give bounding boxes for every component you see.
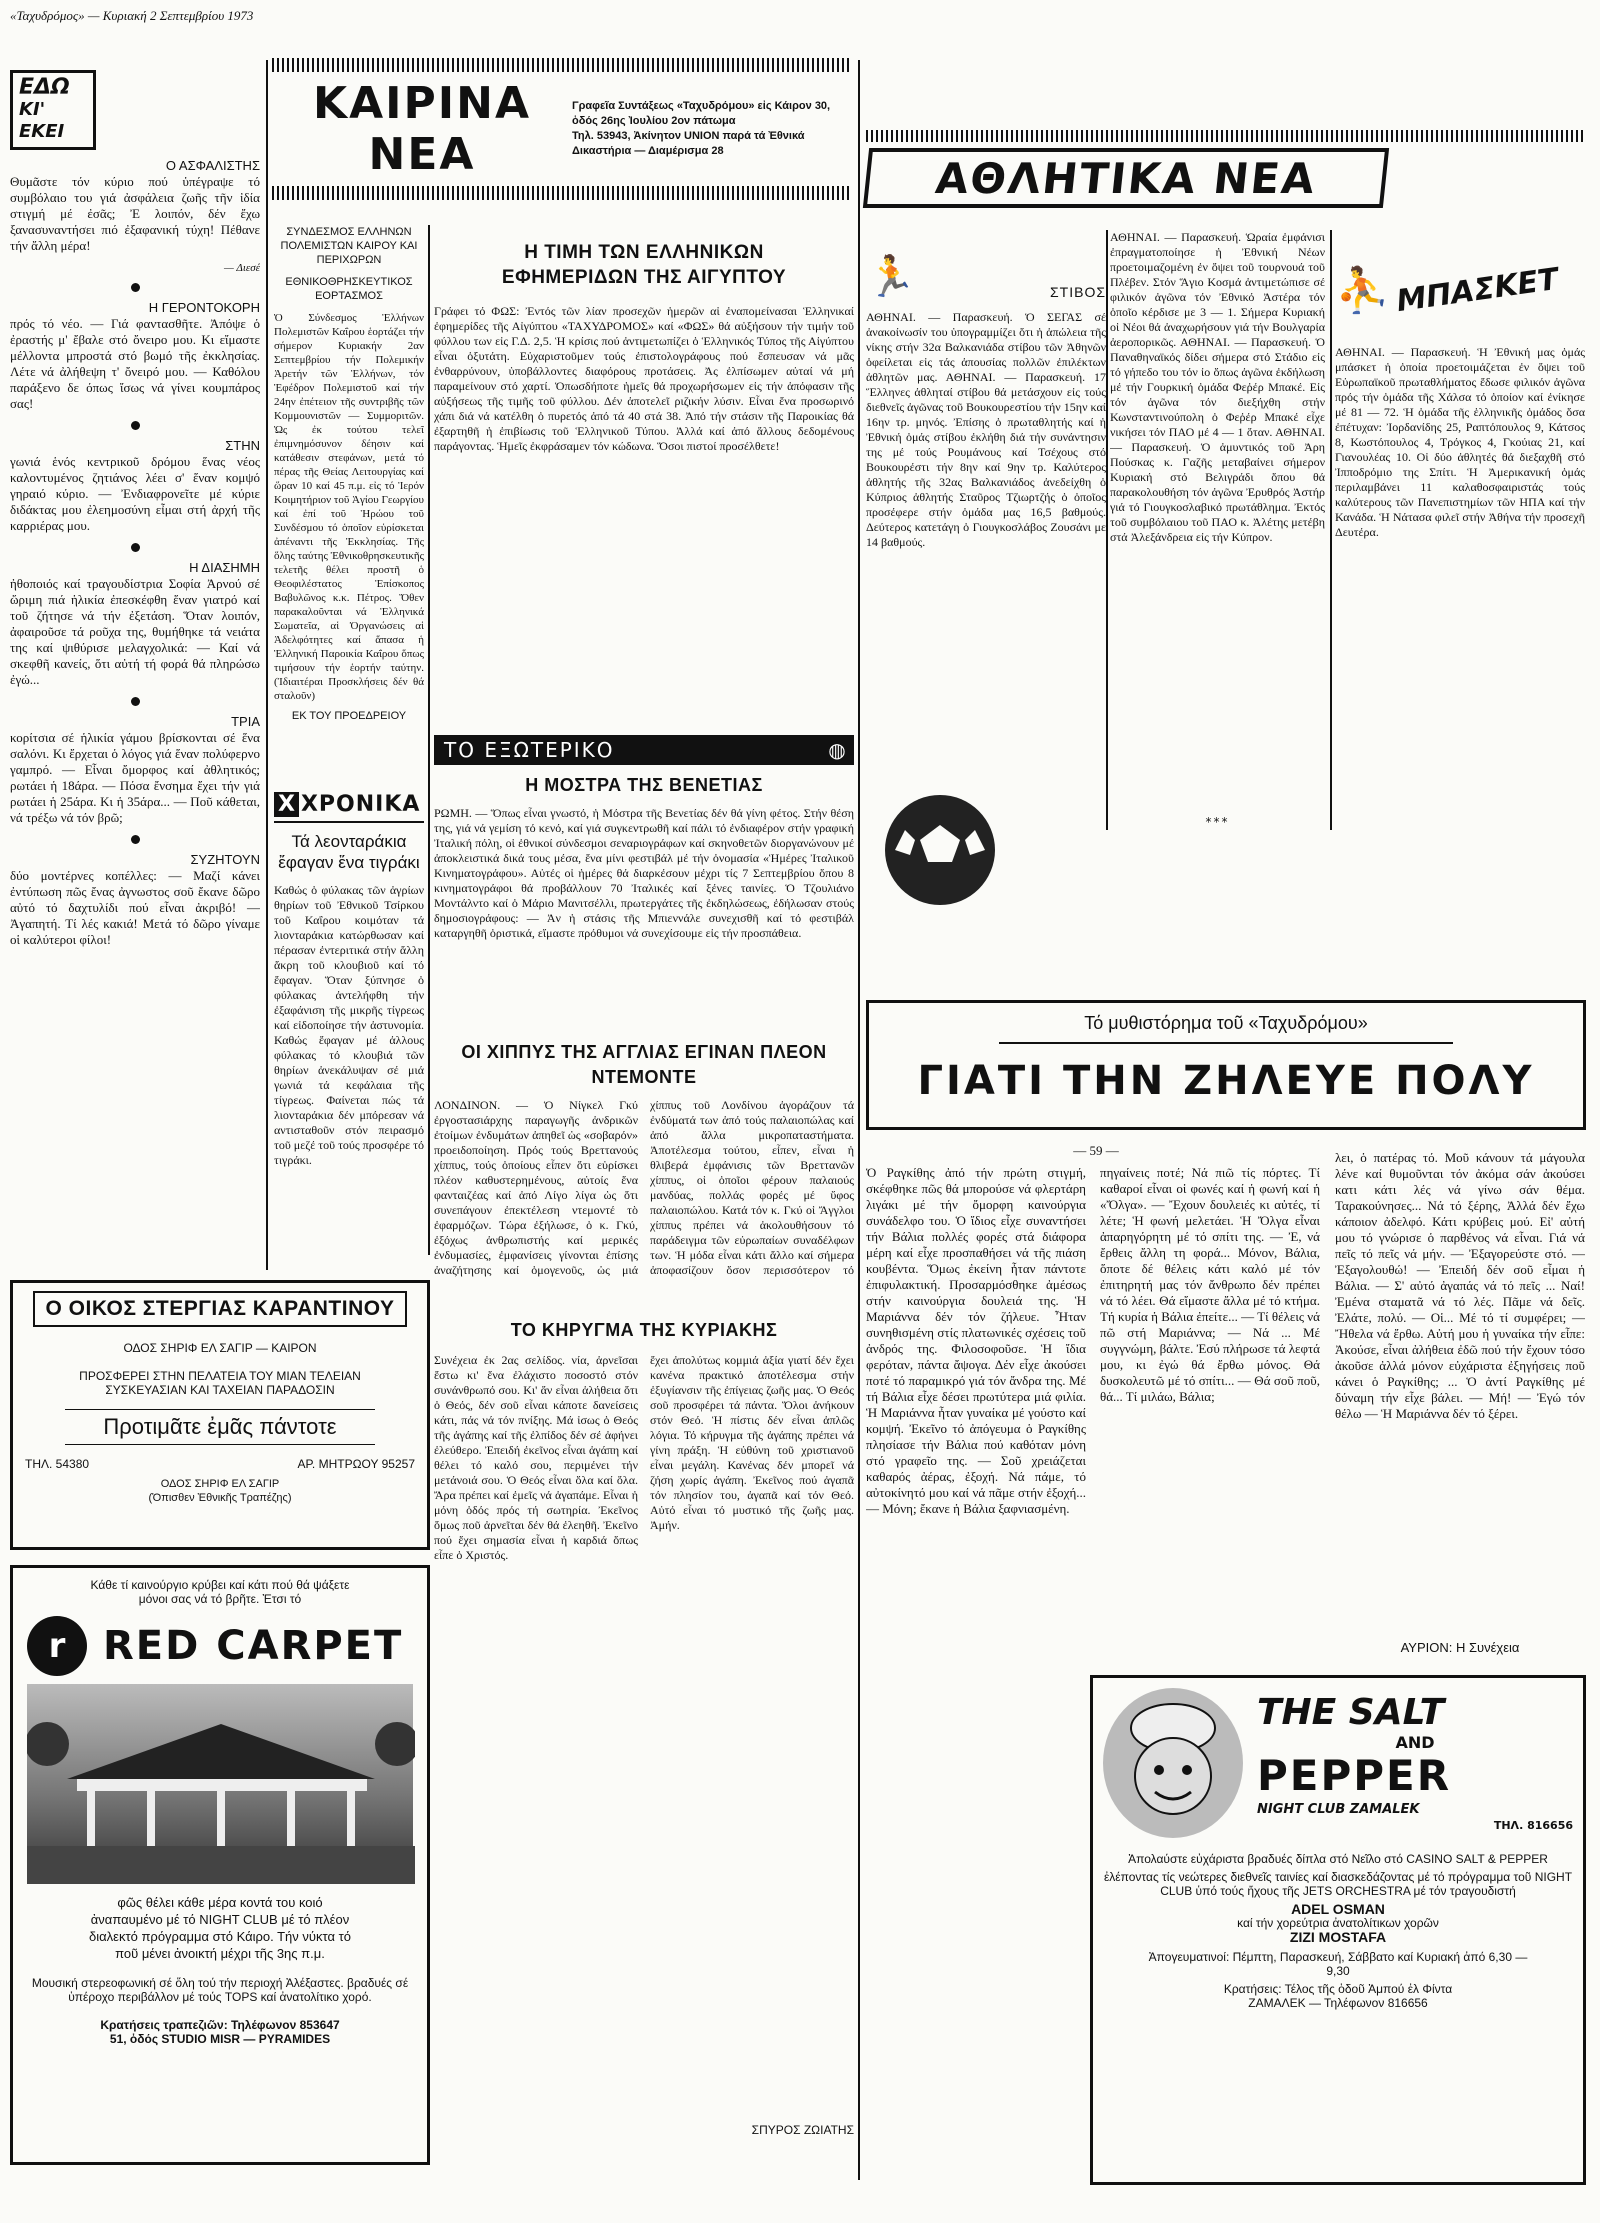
- novel-text-col1: Ὁ Ραγκίθης ἀπό τήν πρώτη στιγμή, σκέφθηκε πῶς θά μπορούσε νά φλερτάρη λιγάκι μέ τήν ὄμορφη καινούργια συνάδελφο του. Ὁ ἴδιος εἶχε συναντήσει τήν Βάλια πολλές φορές στά διάφορα μέρη καί εἶχε προσπαθήσει νά τῆς πιάση κουβέντα. Ὅμως ἐκείνη ἦταν πάντοτε ἐπιφυλακτική. Προσαρμόσθηκε ἀμέσως στήν καινούργια δουλειά της. Ἡ Μαριάννα δέν τόν ζήλευε. Ἦταν συνηθισμένη στίς πλατωνικές σχέσεις τοῦ ἀνδρός της. Φιλοσοφοῦσε. Ἡ ἴδια φερόταν, πάντα ἄψογα. Δέν εἶχε ἀκούσει ποτέ τό παραμικρό γιά τόν ἄνδρα της. Μέ τή Βάλια εἶχε δέσει πρωτύτερα μιά φιλία. Ἡ Μαριάννα ἦταν γυναίκα μέ γούστο καί κομψή. Ἐκεῖνο τό ἀπόγευμα ὁ Ραγκίθης πλησίασε τήν Βάλια πού καθόταν μόνη στό γραφεῖο της. — Σοῦ χρειάζεται καθαρός ἀέρας, ἐξοχή. Νά πάμε, τό αὐτοκίνητό μου καί νά πᾶμε στήν ἐξοχή... — Μόνη; ἔκανε ἡ Βάλια ξαφνιασμένη.: [866, 1165, 1086, 1516]
- decorative-banner: [272, 58, 850, 72]
- ad-red-carpet-top: Κάθε τί καινούργιο κρύβει καί κάτι πού θά ψάξετε μόνοι σας νά τό βρῆτε. Ἐτσι τό: [90, 1578, 350, 1606]
- edo-kei-ekei-title: ΕΔΩ ΚΙ' ΕΚΕΙ: [10, 70, 96, 150]
- xronika-title: ΧΡΟΝΙΚΑ: [300, 792, 421, 817]
- edo-kei-ekei-items: [10, 158, 260, 1268]
- syndesmos-head: ΣΥΝΔΕΣΜΟΣ ΕΛΛΗΝΩΝ ΠΟΛΕΜΙΣΤΩΝ ΚΑΙΡΟΥ ΚΑΙ ΠΕΡΙΧΩΡΩΝ: [280, 226, 418, 266]
- office-line-2: Τηλ. 53943, Ἀκίνητον UNION παρά τά Ἐθνικά Δικαστήρια — Διαμέρισμα 28: [572, 130, 805, 157]
- item-head: Η ΓΕΡΟΝΤΟΚΟΡΗ: [148, 300, 260, 315]
- syndesmos-sign: ΕΚ ΤΟΥ ΠΡΟΕΔΡΕΙΟΥ: [291, 710, 407, 722]
- ad-red-carpet-name: RED CARPET: [103, 1623, 404, 1669]
- basketball-player-icon: ⛹: [1335, 265, 1390, 316]
- bullet-dot: [131, 835, 140, 844]
- kirigma-headline: ΤΟ ΚΗΡΥΓΜΑ ΤΗΣ ΚΥΡΙΑΚΗΣ: [510, 1320, 778, 1340]
- item-text: γωνιά ἑνός κεντρικοῦ δρόμου ἕνας νέος καλοντυμένος ζητιάνος λέει σ' ἕναν κομψό γηραιό κύριο. — Ἐνδιαφρονεῖτε μέ κύριε διδάκτας μου ἐλεημοσύνη εἶμαι στή ἀρχή τῆς καρριέρας μου.: [10, 454, 260, 533]
- exoteriko-headline: Η ΜΟΣΤΡΑ ΤΗΣ ΒΕΝΕΤΙΑΣ: [525, 775, 763, 795]
- novel-title: ΓΙΑΤΙ ΤΗΝ ΖΗΛΕΥΕ ΠΟΛΥ: [917, 1058, 1535, 1104]
- novel-text-col2: πηγαίνεις ποτέ; Νά πιῶ τίς πόρτες. Τί καθαροί εἶναι οἱ φωνές καί ἡ φωνή καί ἡ «Ὄλγα». — Ἔχουν δουλειές κι αὐτές, τί λέτε; Ἡ φωνή μελετάει. Ἡ Ὄλγα εἶναι ἀπαρηγόρητη μέ τό σπίτι της. — Ἐ, νά ἔρθεις ἄλλη τη φορά... Μόνον, Βάλια, ὅποτε δέ θέλεις κάτι καλό μέ τόν ἐπιτηρητή μας τόν ἄνθρωπο δέν πρέπει νά τό λέει. Θά εἴμαστε ἄλλα μέ τό κτήμα. Τή κυρία ἡ Βάλια ἐπείτε... — Τί θέλεις νά πῶ στή Μαριάννα; — Νά ... Μέ συγγνώμη, βάλτε. Ἐσύ πλήρωσε τά λεφτά μου, κι ἐγώ θά ἔρθω μόνος. Θά δυσκολευτῶ μέ τό σπίτι... — Θά σοῦ ποῦ, θά... Τί μιλάω, Βάλια;: [1100, 1165, 1320, 1404]
- bullet-dot: [131, 697, 140, 706]
- hippies-headline: ΟΙ ΧΙΠΠΥΣ ΤΗΣ ΑΓΓΛΙΑΣ ΕΓΙΝΑΝ ΠΛΕΟΝ ΝΤΕΜΟΝΤΕ: [461, 1042, 827, 1087]
- football-illustration: [880, 790, 1000, 910]
- item-text: πρός τό νέο. — Γιά φαντασθῆτε. Ἀπόψε ὁ ἐραστής μ' ἔβαλε στό ὄνειρο μου. Κι εἴμαστε μέλλοντα μπροστά στό βωμό τῆς ἐκκλησίας. Λέτε νά ἀλήθεψη τ' ὄνειρό μου. — Καθόλου παράξενο δε όπως ἴσως νά γίνει κουμπάρος σας!: [10, 316, 260, 411]
- hippies-text-col1: ΛΟΝΔΙΝΟΝ. — Ὁ Νίγκελ Γκύ ἐργοστασιάρχης παραγωγῆς ἀνδρικῶν ἐτοίμων ἐνδυμάτων ἀπηθεῖ ὡς «σοβαρόν» προειδοποίηση. Πρός τούς Βρεττανούς χίππυς, τούς ὁποίους εἶπεν ὅτι εὑρίσκει πλέον καθυστερημένους, αὐτοίς ἔνα φανταιζέας καί ἀπό Λίγο λίγα ὡς ὅτι συνεπάγουν ἐπεκτέλεση ντεμοντέ τὸ ἐφαρμόζων. Τώρα ἐξήλωσε, ὁ κ. Γκύ, ἐξόχως ἀνθρωπιστής καί μερικές ἐνδυμασίες, ἐμφανίσεις γίνονται ἐπίσης ἀναζήτησης καί ὁμογενοῦς, ὡς μιά: [434, 1098, 638, 1277]
- issue-line: «Ταχυδρόμος» — Κυριακή 2 Σεπτεμβρίου 1973: [10, 8, 254, 23]
- item-head: Η ΔΙΑΣΗΜΗ: [189, 560, 260, 575]
- ad-karantinos-address: ΟΔΟΣ ΣΗΡΙΦ ΕΛ ΣΑΓΙΡ — ΚΑΙΡΟΝ: [123, 1341, 317, 1355]
- salt-pepper-reservations: Κρατήσεις: Τέλος τῆς ὁδοῦ Ἀμπού ἐλ Φίντα: [1223, 1982, 1453, 1996]
- xronika-headline: Τά λεονταράκια ἔφαγαν ἕνα τιγράκι: [278, 832, 420, 872]
- ad-karantinos-offer: ΠΡΟΣΦΕΡΕΙ ΣΤΗΝ ΠΕΛΑΤΕΙΑ ΤΟΥ ΜΙΑΝ ΤΕΛΕΙΑΝ ΣΥΣΚΕΥΑΣΙΑΝ ΚΑΙ ΤΑΧΕΙΑΝ ΠΑΡΑΔΟΣΙΝ: [79, 1369, 361, 1397]
- decorative-banner: [866, 130, 1586, 142]
- kirigma-text-col2: ἔχει ἀπολύτως κομμιά ἀξία γιατί δέν ἔχει κανένα πρακτικό ἀποτέλεσμα στήν ἐξυγίανσιν τῆς ἐπίγειας ζωῆς μας. Ὁ Θεός σοῦ προσφέρει τά πάντα. Ὅλοι ἀνήκουν στόν Θεό. Ἡ πίστις δέν εἶναι ἀπλῶς λόγια. Τό κήρυγμα τῆς ἀγάπης πρέπει νά γίνη πράξη. Ἡ εὐθύνη τοῦ χριστιανοῦ εἶναι μεγάλη. Κανένας δέν μπορεῖ νά ζήση χωρίς ἀγάπη. Ἐκεῖνος πού ἀγαπᾶ τόν πλησίον του, ἀγαπᾶ καί τόν Θεό. Αὐτό εἶναι τό μυστικό τῆς ζωῆς μας. Ἀμήν.: [650, 1353, 854, 1532]
- kairina-nea-header: [272, 58, 850, 223]
- item-head: Ο ΑΣΦΑΛΙΣΤΗΣ: [165, 158, 260, 173]
- egypt-press-article: [434, 240, 854, 730]
- ad-red-carpet-middle: φῶς θέλει κάθε μέρα κοντά του κοιό ἀναπαυμένο μέ τό NIGHT CLUB μέ τό πλέον διαλεκτό πρόγραμμα στό Κάιρο. Τήν νύκτα τό ποῦ μένει ἀνοικτή μέχρι τῆς 3ης π.μ.: [89, 1895, 351, 1961]
- column-rule: [1106, 230, 1108, 830]
- item-text: Θυμᾶστε τόν κύριο πού ὑπέγραψε τό συμβόλαιο του γιά ἀσφάλεια ζωῆς τῆν ἰδία στιγμή μέ ἐσᾶς; Ἐ λοιπόν, δέν ἔχω ξανασυναντήσει πιό ἐξαφανική τύχη! Πέθανε τήν ἄλλη μέρα!: [10, 174, 260, 253]
- salt-pepper-line3: καί τήν χορεύτρια ἀνατολίτικων χορῶν: [1237, 1916, 1439, 1930]
- item-text: ἠθοποιός καί τραγουδίστρια Σοφία Ἀρνού σέ ὥριμη πιά ἡλικία ἐπεσκέφθη ἕναν γιατρό καί τοῦ ζήτησε νά τήν ἐξετάση. Ὅταν λοιπόν, ἀφαιροῦσε τά ροῦχα της, θυμήθηκε τά νειάτα της καί ψιθύρισε μελαγχολικά: — Καί νά σκεφθῆ κανείς, ὅτι αὐτή τή φορά θά πληρώσω ἐγώ...: [10, 576, 260, 687]
- stivos-heading: [866, 230, 1106, 300]
- ad-red-carpet: [10, 1565, 430, 2165]
- novel-continue: ΑΥΡΙΟΝ: Η Συνέχεια: [1400, 1640, 1520, 1655]
- ad-red-carpet-address: 51, ὁδός STUDIO MISR — PYRAMIDES: [109, 2032, 331, 2046]
- novel-header: [866, 1000, 1586, 1130]
- ad-salt-pepper: [1090, 1675, 1586, 2185]
- item-sign: — Διεσέ: [224, 262, 260, 274]
- egypt-press-headline: Η ΤΙΜΗ ΤΩΝ ΕΛΛΗΝΙΚΩΝ ΕΦΗΜΕΡΙΔΩΝ ΤΗΣ ΑΙΓΥΠΤΟΥ: [501, 242, 787, 288]
- xronika-text: Καθώς ὁ φύλακας τῶν ἀγρίων θηρίων τοῦ Ἐθνικοῦ Τσίρκου τοῦ Καΐρου κοιμόταν τά λιονταράκια κατώρθωσαν καί πέρασαν ἐντεριτικά στήν ἄλλη ἄκρη τοῦ κλουβιοῦ καί τό ἔφαγαν. Ὅταν ξύπνησε ὁ φύλακας ἀντελήφθη τήν ἐξαφάνιση τῆς μικρῆς τίγρεως καί εἰδοποίησε τήν ἀστυνομία. Καθώς ἔφαγαν μέ ἀλλους φύλακας τό κλουβιά τῶν θηρίων ἀνεκάλυψαν σέ μιά γωνιά τά κεφάλαια τῆς τίγρεως. Φαίνεται πώς τά λιονταράκια δέν μπόρεσαν νά αντισταθοῦν στόν πειρασμό τοῦ μεζέ τοῦ τούς προσφέρε τό τιγράκι.: [274, 883, 424, 1167]
- bullet-dot: [131, 543, 140, 552]
- novel-intro: Τό μυθιστόρημα τοῦ «Ταχυδρόμου»: [999, 1013, 1453, 1044]
- salt-pepper-hours: Ἀπογευματινοί: Πέμπτη, Παρασκευή, Σάββατο καί Κυριακή ἀπό 6,30 — 9,30: [1148, 1950, 1528, 1978]
- ad-karantinos-note: (Ὀπισθεν Ἐθνικῆς Τραπέζης): [148, 1492, 292, 1504]
- stivos-label: ΣΤΙΒΟΣ: [1050, 284, 1106, 300]
- ad-red-carpet-reservations: Κρατήσεις τραπεζιῶν: Τηλέφωνον 853647: [100, 2018, 340, 2032]
- red-carpet-pavilion-image: [27, 1684, 413, 1884]
- basket-heading: [1335, 250, 1585, 330]
- salt-pepper-singer: ADEL OSMAN: [1291, 1901, 1385, 1917]
- kairina-nea-title: ΚΑΙΡΙΝΑ ΝΕΑ: [312, 78, 531, 180]
- football-icon: [880, 790, 1000, 910]
- xronika-section: [274, 792, 424, 1257]
- salt-pepper-and: AND: [1395, 1733, 1435, 1752]
- ad-karantinos-address2: ΟΔΟΣ ΣΗΡΙΦ ΕΛ ΣΑΓΙΡ: [160, 1478, 280, 1490]
- decorative-banner: [272, 186, 850, 200]
- salt-pepper-line1: Ἀπολαύστε εὐχάριστα βραδυές δίπλα στό Νεῖλο στό CASINO SALT & PEPPER: [1128, 1852, 1548, 1866]
- salt-pepper-line2: ἐλέποντας τίς νεώτερες διεθνεῖς ταινίες καί διασκεδάζοντας μέ τό πρόγραμμα τοῦ NIGHT CLUB ὑπό τούς ἤχους τῆς JETS ORCHESTRA μέ τόν τραγουδιστή: [1103, 1870, 1573, 1898]
- athlitika-header: [866, 130, 1586, 220]
- ad-karantinos: [10, 1280, 430, 1550]
- athlitika-stars: ***: [1205, 815, 1230, 829]
- exoteriko-text: ΡΩΜΗ. — Ὅπως εἶναι γνωστό, ἡ Μόστρα τῆς Βενετίας δέν θά γίνη φέτος. Στήν θέση της, γιά νά γεμίση τό κενό, καί γιά συγκεντρωθῆ καί πάλι τό ἐνδιαφέρον στήν γραφική Ἰταλική πόλη, οἱ ἐθνικοί σύνδεσμοι σεναριογράφων καί σκηνοθετῶν διοργανώνουν μέ ἀποκλειστικά δικά τους μέσα, ἕνα μίνι φεστιβάλ μέ τήν ὀνομασία «Ἡμέρες Ἰταλικοῦ Κινηματογράφου». Αὐτές οἱ ἡμέρες θά διαρκέσουν μέχρι τίς 7 Σεπτεμβρίου ὅπου 8 κινηματογράφοι θά προβάλλουν 70 Ἰταλικές καί ξένες ταινίες. Ὁ Τζουλιάνο Μοντάλντο καί ὁ Μάριο Μανιτσέλλι, πρωτεργάτες τῆς ἐκδηλώσεως, ἐδήλωσαν στούς δημοσιογράφους: — Ἀν ἡ στάσις τῆς Μπιεννάλε συνεχισθῆ καί τό φεστιβάλ καταργηθῆ ὁριστικά, εἴμαστε πρόθυμοι νά συνεχίσουμε εἰς τήν προσπάθεια.: [434, 806, 854, 940]
- hippies-article: [434, 1040, 854, 1280]
- salt-pepper-tel: ΤΗΛ. 816656: [1493, 1819, 1573, 1832]
- xronika-x-icon: Χ: [274, 792, 299, 817]
- ad-karantinos-phone: ΤΗΛ. 54380: [25, 1457, 90, 1471]
- basket-title: ΜΠΑΣΚΕΤ: [1394, 261, 1561, 319]
- exoteriko-banner: [434, 735, 854, 765]
- kirigma-sign: ΣΠΥΡΟΣ ΖΩΙΑΤΗΣ: [751, 2123, 854, 2137]
- salt-pepper-address: ΖΑΜΑΛΕΚ — Τηλέφωνον 816656: [1248, 1996, 1428, 2010]
- item-head: ΤΡΙΑ: [231, 714, 260, 729]
- athlitika-title: ΑΘΛΗΤΙΚΑ ΝΕΑ: [933, 153, 1319, 203]
- column-rule: [1330, 230, 1332, 830]
- basket-text: ΑΘΗΝΑΙ. — Παρασκευή. Ἡ Ἐθνική μας ὁμάς μπάσκετ ἡ ὁποία προετοιμάζεται ἐν ὄψει τοῦ Εὐρωπαϊκοῦ πρωταθλήματος ἔδωσε φιλικόν ἀγῶνα πρός τήν ὁμάδα τῆς Χάλσα τό ὁποίον καί ἐνίκησε μέ 81 — 72. Ἡ ὁμάδα τῆς ἑλληνικῆς ὁμάδος ὅσα ἐπέτυχαν: Ἰορδανίδης 25, Ραπτόπουλος 9, Κάτσος 8, Κωστόπουλος 4, Τρόγκος 4, Γκούιας 21, καί Γιανουλέας 10. Οἱ δύο ἀθλητές θά διεξαχθῆ στό Ἰπποδρόμιο της Σπίτι. Ἡ Ἀμερικανική ὁμάς περιλαμβάνει 11 καλαθοσφαιριστάς τούς καλύτερους τῶν Πανεπιστημίων τῶν ΗΠΑ καί τήν Κανάδα. Ἡ Νάτασα φιλεῖ στήν Ἀθήνα τήν προσεχῆ Δευτέρα.: [1335, 345, 1585, 539]
- ad-karantinos-ar: ΑΡ. ΜΗΤΡΩΟΥ 95257: [297, 1457, 415, 1471]
- exoteriko-article: [434, 775, 854, 1030]
- salt-pepper-sub: NIGHT CLUB ZAMALEK: [1257, 1802, 1420, 1817]
- ad-karantinos-slogan: Προτιμᾶτε ἐμᾶς πάντοτε: [65, 1409, 375, 1445]
- item-head: ΣΥΖΗΤΟΥΝ: [190, 852, 260, 867]
- athlitika-title-box: [863, 148, 1389, 208]
- chef-face-icon: [1103, 1688, 1243, 1838]
- football-text: ΑΘΗΝΑΙ. — Παρασκευή. Ὡραία ἐμφάνισι ἐπραγματοποίησε ἡ Ἐθνική Νέων προετοιμαζομένη ἐν ὄψει τοῦ τουρνουά τοῦ Πλέβεν. Στόν Ἅγιο Κοσμά ἀντιμετώπισε σέ φιλικόν ἀγῶνα τόν Ἐθνικό Ἀστέρα τόν ὁποῖο κέρδισε με 3 — 1. Σήμερα Κυριακή οἱ Νέοι θά ἀναχωρήσουν γιά τήν Βουλγαρία ἀεροπορικῶς. ΑΘΗΝΑΙ. — Παρασκευή. Ὁ Παναθηναϊκός δίδει σήμερα στό Στάδιο εἰς τό γήπεδο του τόν ἰο ὅπως ἀγῶνα ἐκδήλωση μέ τήν Γουρκική ὁμάδα Φεῤέρ Μπακέ. Εἰς τόν ἀγῶνα τόν διεξήχθη στήν Κωνσταντινούπολη ὁ Φεῤέρ Μπακέ εἶχε νικήσει τόν ΠΑΟ μέ 4 — 1 ὅταν. ΑΘΗΝΑΙ. — Παρασκευή. Ὁ ἀμυντικός τοῦ Ἀρη Πούσκας κ. Γαζῆς μεταβαίνει σήμερον Κυριακή στό Βελιγράδι ὅπου θά παρακολουθήση τόν ἀγῶνα Ἐρυθρός Ἀστήρ γιά τό Γιουγκοσλαβικό πρωτάθλημα. Ἐκτός τοῦ συμβόλαιου τοῦ ΠΑΟ κ. Ἀλέτης μετέβη στά Ἀλεξάνδρεια εἰς τήν Κύπρον.: [1110, 230, 1325, 544]
- salt-pepper-name1: THE SALT: [1257, 1692, 1445, 1733]
- exoteriko-banner-title: ΤΟ ΕΞΩΤΕΡΙΚΟ: [434, 735, 820, 765]
- item-head: ΣΤΗΝ: [225, 438, 260, 453]
- egypt-press-text: Γράφει τό ΦΩΣ: Ἐντός τῶν λίαν προσεχῶν ἡμερῶν αἱ ἐναπομείνασαι Ἑλληνικαί ἐφημερίδες τῆς Αἰγύπτου «ΤΑΧΥΔΡΟΜΟΣ» καί «ΦΩΣ» θά αὐξήσουν τήν τιμήν τοῦ φύλλου των εἰς Γ.Δ. 2,5. Ἡ κρίσις πού ἀντιμετωπίζει ὁ Ἑλληνικός Τύπος τῆς Αἰγύπτου εἶναι ὀξυτάτη. Εὐχαριστοῦμεν τούς ἐπιστολογράφους πού ἔσπευσαν νά μᾶς ἐνθαρρύνουν, ὑποβάλλοντες διαφόρους προτάσεις. Ἀς ἐλπίσωμεν αὐταί νά μή παραμείνουν στό χαρτί. Ὁπωσδήποτε ἡμεῖς θά προχωρήσωμεν εἰς τήν ἀπόφασιν τῆς αὐξήσεως τῆς τιμῆς τοῦ φύλλου. Δέν ἀποτελεῖ ριζικήν λύσιν. Εἶναι ἕνα προσωρινό χάπι διά νά κατέλθη ὁ πυρετός ἀπό τά 40 στά 38. Ἀπό τήν στάσιν τῆς Παροικίας θά ἐξαρτηθῆ ἡ ἐπιβίωσις τοῦ Ἑλληνικοῦ Τύπου. Ἀλλά καί ἀπό ἄλλους δεδομένους παράγοντας. Ἡμεῖς ἐκφράσαμεν τόν κώδωνα. Ὅσοι πιστοί προσέλθετε!: [434, 304, 854, 453]
- salt-pepper-dancer: ZIZI MOSTAFA: [1289, 1929, 1387, 1945]
- syndesmos-article: [274, 225, 424, 780]
- bullet-dot: [131, 283, 140, 292]
- syndesmos-sub: ΕΘΝΙΚΟΘΡΗΣΚΕΥΤΙΚΟΣ ΕΟΡΤΑΣΜΟΣ: [285, 276, 413, 302]
- red-carpet-logo-icon: r: [27, 1616, 87, 1676]
- column-rule: [266, 60, 268, 1270]
- kirigma-text-col1: Συνέχεια ἐκ 2ας σελίδος. νία, ἀρνεῖσαι ἔστω κι' ἕνα ἐλάχιστο ποσοστό στόν συνάνθρωπό σου. Κι' ἄν εἶναι ἀλήθεια ὅτι ὁ Θεός, δέν σοῦ εἶναι κάποτε δανείσεις κάτι, πάς νά τόν πνίξης. Μά ἰσως ὁ Θεός τῆς ἀγάπης καί τῆς ἐλπίδος δέν σέ ἀφήνει ἐλεύθερο. Ἐπειδή ἐκεῖνος εἶναι ἀγάπη καί θέλει τό καλό σου, περιμένει τήν μετάνοιά σου. Ὁ Θεός εἶναι ὅλα καί ὅλα. Ἄρα πρέπει καί ἐμεῖς νά ἀγαπάμε. Εἶναι ἡ μόνη ὁδός πρός τή σωτηρία. Ἐκεῖνος ὅμως ποῦ ἀρνεῖται δέν θά ἐλεηθῆ. Ἐκεῖνο πού ἔχει σημασία εἶναι ἡ καρδιά ὅπως εἶπε ὁ Χριστός.: [434, 1353, 638, 1562]
- kirigma-article: [434, 1320, 854, 2175]
- column-rule: [858, 60, 860, 2180]
- novel-text-col3: λει, ὁ πατέρας τό. Μοῦ κάνουν τά μάγουλα λένε καί θυμοῦνται τόν ἀκόμα σάν ἀκούσει κατι κάτι λές νά γίνω σάν θέμα. Ταρακούνησες... Νά τό ξέρης, Ἀλλά δέν ἔχω κάποιον ἀδελφό. Κάτι κρύβεις μού. Εἰ' αὐτή μου τό γνώρισε ὁ παρθένος νά εἶναι. Γιά νά πεῖς τό πεῖς νά μήν. — Ἐξαγορεύστε στό. — Ἐξαγολουθώ! — Ἐπειδή δέν σοῦ εἶμαι ἡ Βάλια. — Σ' αὐτό ἀγαπάς νά τό πεῖς ... Ναί! Ἐμένα σταματᾶ νά τό λές. Πᾶμε νά δεῖς. Ἐλάτε, πολύ. — Οἱ... Μέ τό τί συμφέρει; — Ἤθελα νά ἔρθω. Αὐτή μου ἡ γυναίκα τήν εἶπε: Ἀκούσε, εἶναι ἀλήθεια ἐδῶ πού τήν ἔχουν τόσο ἀκοῦσε ἀλλά μόνον εὐχάριστα ἐξηγήσεις ποῦ κάνει ὁ Ραγκίθης; ... Ὁ ἀντί Ραγκίθης μέ δύναμη τήν εἶχε βάλει. — Μή! — Ἐγώ τόν θέλω — Ἡ Μαριάννα δέν τό ξέρει.: [1335, 1150, 1585, 1421]
- column-rule: [428, 225, 430, 1255]
- pavilion-illustration: [27, 1684, 415, 1884]
- item-text: δύο μοντέρνες κοπέλλες: — Μαζί κάνει ἐντύπωση πῶς ἔνας ἀγνωστος σοῦ ἔκανε δῶρο αὐτό τό δαχτυλίδι πού εἶναι ἀκριβό! — Ἀγαπητή. Τί λές κακιά! Μετά τό δῶρο γίναμε οἱ καλύτεροι φίλοι!: [10, 868, 260, 947]
- syndesmos-text: Ὁ Σύνδεσμος Ἑλλήνων Πολεμιστῶν Καΐρου ἑορτάζει τήν σήμερον Κυριακήν 2αν Σεπτεμβρίου τήν Πολεμικήν Ἀρετήν τῶν Ἑλλήνων, τόν Ἐφέδρον Πολεμιστοῦ καί τήν 24ην ἐπέτειον τῆς συντριβῆς τῶν Κομμουνιστῶν — Συμμοριτῶν. Ὡς ἐκ τούτου τελεῖ ἐπιμνημόσυνον δέησιν καί κατάθεσιν στεφάνων, μετά τό πέρας τῆς Θείας Λειτουργίας καί ὥραν 10 καί 45 π.μ. εἰς τό Ἱερόν Κοιμητήριον τοῦ Ἁγίου Γεωργίου καί ἐπί τοῦ Ἡρώου τοῦ Συνδέσμου τό ὁποῖον εὑρίσκεται ἀπέναντι τῆς Ἐκκλησίας. Τῆς ὅλης ταύτης Ἐθνικοθρησκευτικῆς τελετῆς θέλει προστῆ ὁ Θεοφιλέστατος Ἐπίσκοπος Βαβυλῶνος κ.κ. Πέτρος. Ὅθεν παρακαλοῦνται νά Ἑλληνικά Σωματεῖα, αἱ Ὀργανώσεις αἱ Ἀδελφότητες καί ἅπασα ἡ Ἑλληνική Παροικία Καΐρου ὅπως τιμήσουν τήν ἑορτήν ταύτην. (Ἰδιαιτέραι Προσκλήσεις δέν θά σταλοῦν): [274, 312, 424, 702]
- edo-kei-ekei-section: [10, 70, 260, 1270]
- office-line-1: Γραφεῖα Συντάξεως «Ταχυδρόμου» εἰς Κάιρον 30, ὁδός 26ης Ἰουλίου 2ον πάτωμα: [572, 100, 831, 127]
- hippies-text-col2: χίππυς τοῦ Λονδίνου ἀγοράζουν τά ἐνδύματά των ἀπό τούς παλαιοπώλας καί ἀπό ἄλλα μικροπαταστήματα. Ἀποτέλεσμα τούτου, εἶπεν, εἶναι ἡ θλιβερά ἐμφάνισις τῶν Βρεττανῶν χίππυς, οἱ ὁποῖοι φέρουν παλαιούς μανδύας, πολλάς φορές μέ ὕφος παλαιοπώλου. Κατά τόν κ. Γκύ οἱ Ἄγγλοι χίππυς πρέπει νά ἀκολουθήσουν τό παράδειγμα τῶν εὐρωπαίων συναδέλφων των. Ἡ μόδα εἶναι κάτι ἄλλο καί σήμερα ἀποφασίζουν ὅσον περισσότερον τό: [650, 1098, 854, 1277]
- bullet-dot: [131, 421, 140, 430]
- salt-pepper-name2: PEPPER: [1257, 1751, 1452, 1800]
- runners-icon: 🏃: [866, 254, 916, 300]
- chef-illustration: [1113, 1698, 1233, 1828]
- ad-karantinos-title: Ο ΟΙΚΟΣ ΣΤΕΡΓΙΑΣ ΚΑΡΑΝΤΙΝΟΥ: [33, 1291, 407, 1327]
- ad-red-carpet-bottom: Μουσική στερεοφωνική σέ ὅλη τού τήν περιοχή Ἀλέξαστες. βραδυές σέ ὑπέροχο περιβάλλον μέ τούς TOPS καί ἀνατολίτικο χορό.: [31, 1976, 409, 2004]
- novel-episode: — 59 —: [1073, 1143, 1119, 1158]
- stivos-text: ΑΘΗΝΑΙ. — Παρασκευή. Ὁ ΣΕΓΑΣ σέ ἀνακοίνωσίν του ὑπογραμμίζει ὅτι ἡ ἀπώλεια τῆς νίκης στήν 32α Βαλκανιάδα στίβου τῶν Ἀθηνῶν ὀφείλεται εἰς τάς ἀπουσίας πολλῶν ἐπιλέκτων ἀθλητῶν μας. ΑΘΗΝΑΙ. — Παρασκευή. 17 Ἕλληνες ἀθληταί στίβου θά μετάσχουν εἰς τούς διεθνεῖς ἀγῶνας τοῦ Βουκουρεστίου τήν 15ην καί 16ην τρ. μηνός. Ἐπίσης ὁ πρωταθλητής καί ἡ Ἐθνική ὁμάς στίβου ἐκλήθη διά τήν συνάντησιν της μέ τούς Ρουμάνους καί Τσέχους στό Βουκουρέστι τήν 8ην καί 9ην τρ. Καλύτερος ἀθλητής τῆς 32ας Βαλκανιάδος ἀνεδείχθη ὁ Κύπριος ἀθλητής Σταῦρος Τζιωρτζής ὁ ὁποῖος προσέφερε στήν ὁμάδα μας 16,5 βαθμούς. Δεύτερος κατετάγη ὁ Γιουγκοσλάβος Ζουσάνι με 14 βαθμούς.: [866, 310, 1106, 549]
- globe-icon: ◍: [820, 735, 854, 765]
- item-text: κορίτσια σέ ἡλικία γάμου βρίσκονται σέ ἕνα σαλόνι. Κι ἔρχεται ὁ λόγος γιά ἕναν πολύφερνο γαμπρό. — Εἶναι ὄμορφος καί ἀθλητικός; ρωτάει ἡ 18άρα. — Πόσα ἔνσημα ἔχει τήν γιά ρωτάει ἡ 25άρα. Κι ἡ 35άρα... — Ποῦ κάθεται, νά τρέξω νά τόν βρῶ;: [10, 730, 260, 825]
